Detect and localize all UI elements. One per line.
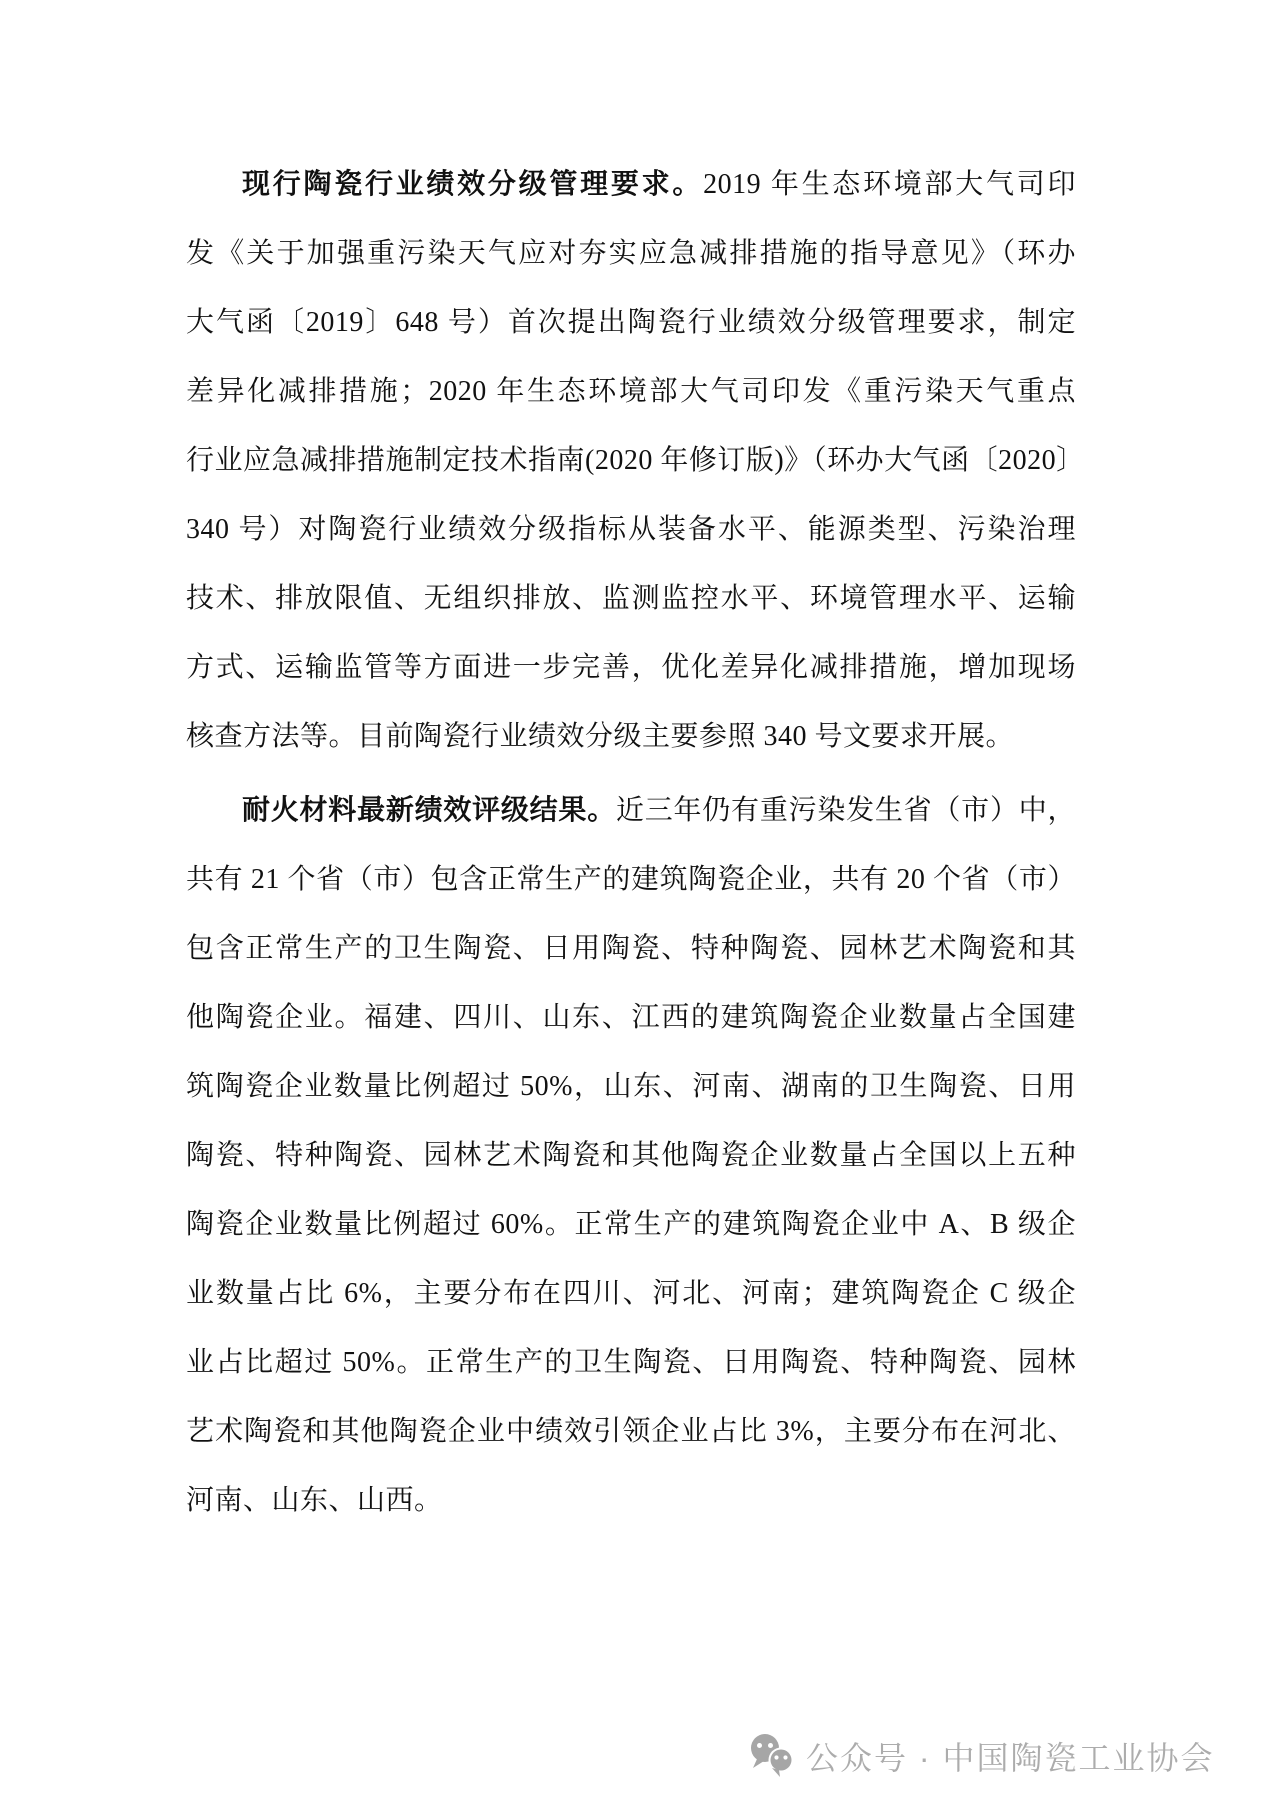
line-text: 发《关于加强重污染天气应对夯实应急减排措施的指导意见》（环办 <box>186 238 1076 269</box>
text-line <box>186 150 1076 219</box>
watermark-text: 公众号 · 中国陶瓷工业协会 <box>806 1740 1215 1776</box>
text-line <box>186 914 1076 983</box>
line-text: 艺术陶瓷和其他陶瓷企业中绩效引领企业占比 3%，主要分布在河北、 <box>186 1416 1076 1447</box>
line-text: 技术、排放限值、无组织排放、监测监控水平、环境管理水平、运输 <box>186 583 1076 614</box>
line-text: 河南、山东、山西。 <box>186 1485 443 1516</box>
line-text: 他陶瓷企业。福建、四川、山东、江西的建筑陶瓷企业数量占全国建 <box>186 1002 1076 1033</box>
document-body <box>186 150 1085 1535</box>
text-line <box>186 1328 1076 1397</box>
line-text: 共有 21 个省（市）包含正常生产的建筑陶瓷企业，共有 20 个省（市） <box>186 864 1076 895</box>
text-line <box>186 495 1076 564</box>
text-line <box>186 1121 1076 1190</box>
text-line <box>186 1466 1076 1535</box>
paragraph <box>186 776 1076 1535</box>
watermark-footer <box>748 1733 1214 1779</box>
text-line <box>186 702 1076 771</box>
text-line <box>186 983 1076 1052</box>
text-line <box>186 1259 1076 1328</box>
line-text: 行业应急减排措施制定技术指南(2020 年修订版)》（环办大气函〔2020〕 <box>186 445 1085 476</box>
paragraph <box>186 150 1085 771</box>
text-line <box>186 1052 1076 1121</box>
line-text: 差异化减排措施；2020 年生态环境部大气司印发《重污染天气重点 <box>186 376 1076 407</box>
line-text: 核查方法等。目前陶瓷行业绩效分级主要参照 340 号文要求开展。 <box>186 721 1015 752</box>
line-text: 陶瓷企业数量比例超过 60%。正常生产的建筑陶瓷企业中 A、B 级企 <box>186 1209 1076 1240</box>
line-text: 2019 年生态环境部大气司印 <box>703 169 1076 200</box>
line-text: 业数量占比 6%，主要分布在四川、河北、河南；建筑陶瓷企 C 级企 <box>186 1278 1076 1309</box>
line-text: 大气函〔2019〕648 号）首次提出陶瓷行业绩效分级管理要求，制定 <box>186 307 1076 338</box>
line-text: 业占比超过 50%。正常生产的卫生陶瓷、日用陶瓷、特种陶瓷、园林 <box>186 1347 1076 1378</box>
lead-in-bold: 现行陶瓷行业绩效分级管理要求。 <box>242 169 704 200</box>
line-text: 筑陶瓷企业数量比例超过 50%，山东、河南、湖南的卫生陶瓷、日用 <box>186 1071 1076 1102</box>
text-line <box>186 845 1076 914</box>
wechat-icon <box>748 1733 796 1779</box>
text-line <box>186 564 1076 633</box>
text-line <box>186 426 1085 495</box>
text-line <box>186 1397 1076 1466</box>
lead-in-bold: 耐火材料最新绩效评级结果。 <box>242 795 616 826</box>
line-text: 陶瓷、特种陶瓷、园林艺术陶瓷和其他陶瓷企业数量占全国以上五种 <box>186 1140 1076 1171</box>
text-line <box>186 288 1076 357</box>
line-text: 方式、运输监管等方面进一步完善，优化差异化减排措施，增加现场 <box>186 652 1076 683</box>
text-line <box>186 1190 1076 1259</box>
line-text: 340 号）对陶瓷行业绩效分级指标从装备水平、能源类型、污染治理 <box>186 514 1076 545</box>
line-text: 包含正常生产的卫生陶瓷、日用陶瓷、特种陶瓷、园林艺术陶瓷和其 <box>186 933 1076 964</box>
line-text: 近三年仍有重污染发生省（市）中， <box>615 795 1076 826</box>
text-line <box>186 357 1076 426</box>
text-line <box>186 633 1076 702</box>
text-line <box>186 219 1076 288</box>
text-line <box>186 776 1076 845</box>
